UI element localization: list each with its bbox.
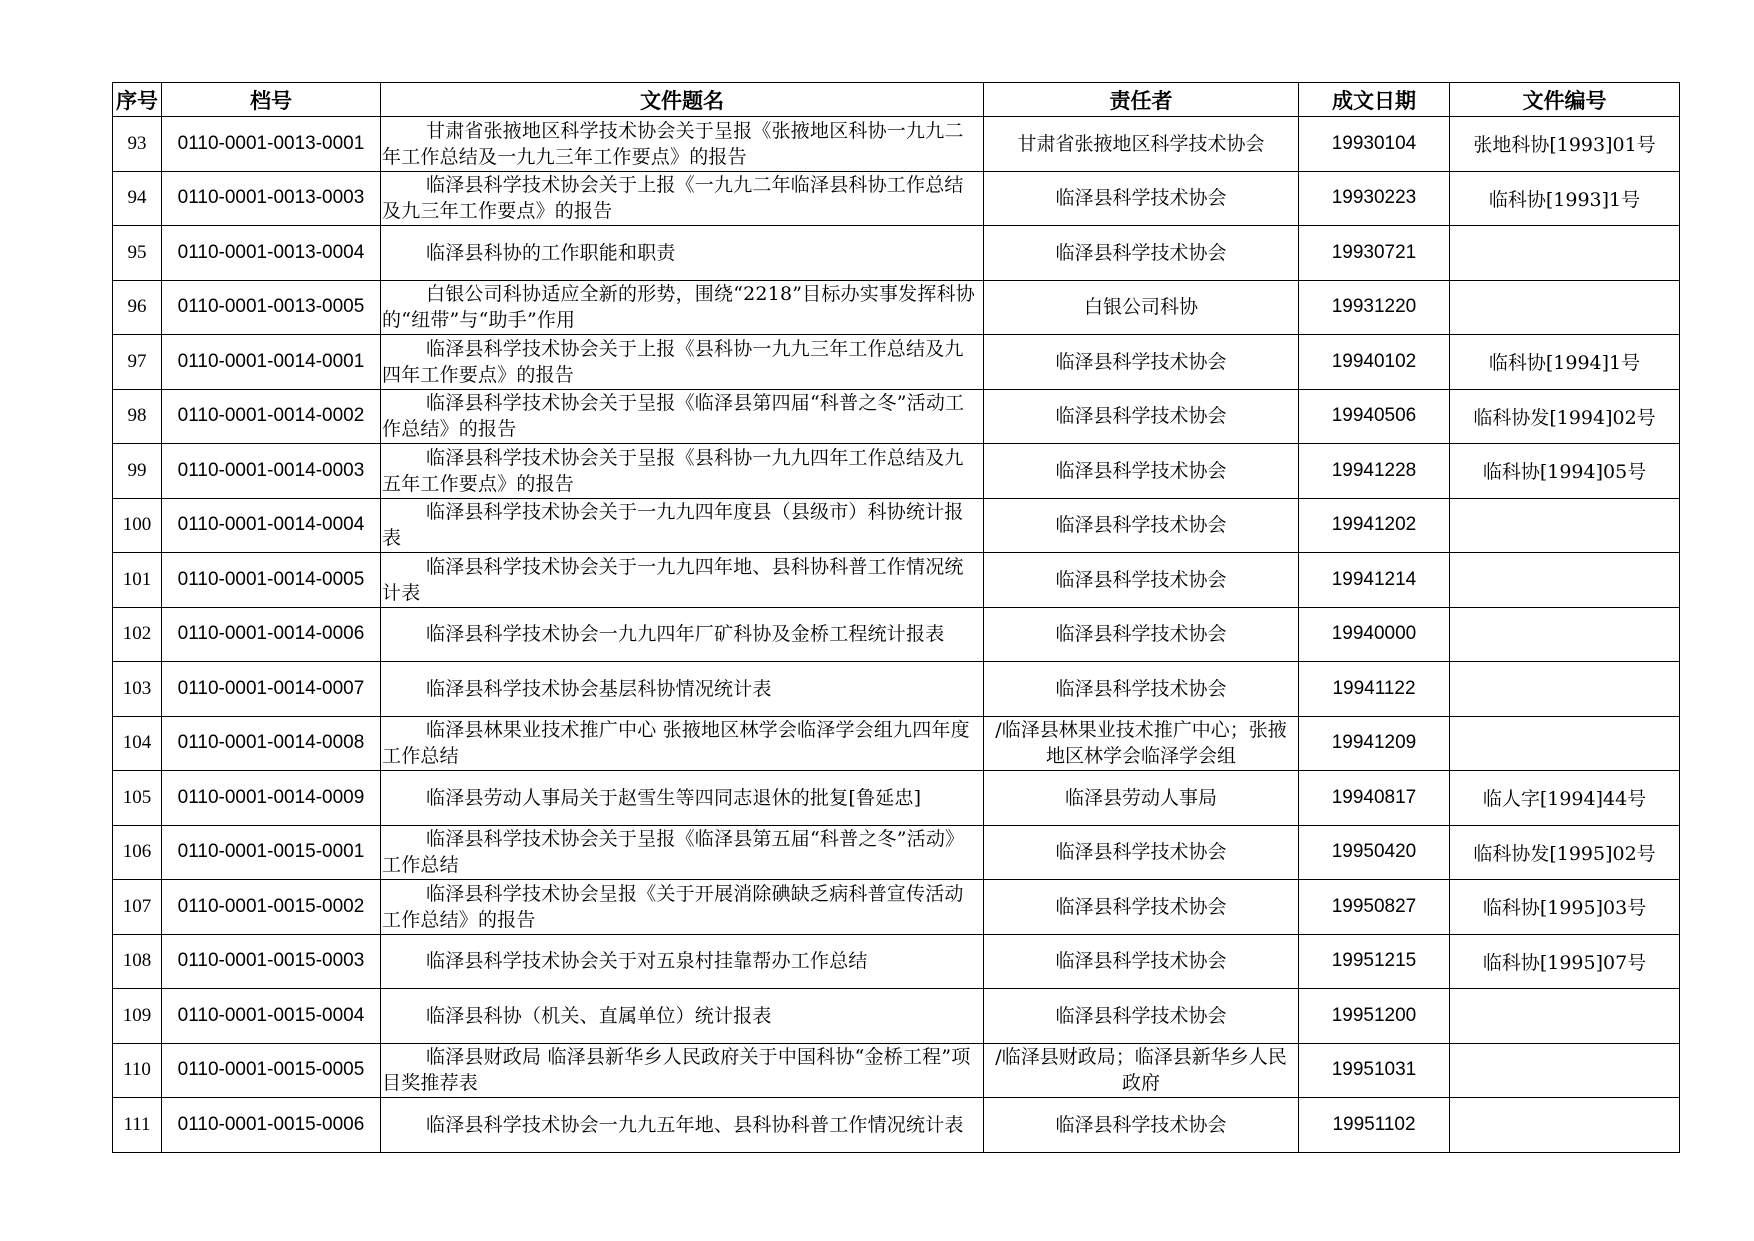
responsible-cell: /临泽县林果业技术推广中心；张掖地区林学会临泽学会组 [984, 716, 1299, 771]
date-cell: 19940000 [1299, 607, 1450, 662]
seq-cell: 102 [113, 607, 162, 662]
doc-no-cell: 临人字[1994]44号 [1450, 771, 1680, 826]
table-row [113, 662, 1680, 717]
header-doc-no: 文件编号 [1450, 83, 1680, 117]
title-cell [381, 335, 984, 390]
seq-cell: 111 [113, 1098, 162, 1153]
date-cell: 19941202 [1299, 498, 1450, 553]
archive-no-cell: 0110-0001-0015-0002 [162, 880, 381, 935]
table-row [113, 771, 1680, 826]
date-cell: 19951200 [1299, 989, 1450, 1044]
header-responsible: 责任者 [984, 83, 1299, 117]
date-cell: 19951102 [1299, 1098, 1450, 1153]
title-text: 临泽县科学技术协会关于呈报《县科协一九九四年工作总结及九五年工作要点》的报告 [382, 446, 964, 495]
title-text: 临泽县科学技术协会一九九四年厂矿科协及金桥工程统计报表 [426, 623, 945, 646]
title-text: 临泽县科学技术协会基层科协情况统计表 [426, 677, 772, 700]
table-row [113, 934, 1680, 989]
archive-no-cell: 0110-0001-0013-0005 [162, 280, 381, 335]
responsible-cell: 临泽县劳动人事局 [984, 771, 1299, 826]
responsible-cell: 临泽县科学技术协会 [984, 607, 1299, 662]
title-cell [381, 607, 984, 662]
seq-cell: 106 [113, 825, 162, 880]
doc-no-cell [1450, 226, 1680, 281]
table-row [113, 444, 1680, 499]
table-row [113, 171, 1680, 226]
responsible-cell: /临泽县财政局；临泽县新华乡人民政府 [984, 1043, 1299, 1098]
title-cell [381, 226, 984, 281]
title-text: 临泽县科学技术协会关于呈报《临泽县第五届“科普之冬”活动》工作总结 [382, 828, 965, 877]
table-row [113, 989, 1680, 1044]
archive-no-cell: 0110-0001-0015-0006 [162, 1098, 381, 1153]
doc-no-cell [1450, 607, 1680, 662]
seq-cell: 110 [113, 1043, 162, 1098]
date-cell: 19930223 [1299, 171, 1450, 226]
title-cell [381, 880, 984, 935]
archive-no-cell: 0110-0001-0014-0007 [162, 662, 381, 717]
table-row [113, 280, 1680, 335]
seq-cell: 95 [113, 226, 162, 281]
title-text: 临泽县林果业技术推广中心 张掖地区林学会临泽学会组九四年度工作总结 [382, 719, 970, 768]
date-cell: 19951215 [1299, 934, 1450, 989]
table-row [113, 117, 1680, 172]
header-title: 文件题名 [381, 83, 984, 117]
archive-no-cell: 0110-0001-0015-0001 [162, 825, 381, 880]
title-cell [381, 1098, 984, 1153]
title-cell [381, 117, 984, 172]
seq-cell: 94 [113, 171, 162, 226]
title-cell [381, 771, 984, 826]
title-cell [381, 662, 984, 717]
title-text: 临泽县科学技术协会关于对五泉村挂靠帮办工作总结 [426, 950, 868, 973]
title-text: 临泽县科学技术协会关于上报《县科协一九九三年工作总结及九四年工作要点》的报告 [382, 337, 964, 386]
archive-no-cell: 0110-0001-0014-0002 [162, 389, 381, 444]
title-cell [381, 553, 984, 608]
responsible-cell: 临泽县科学技术协会 [984, 444, 1299, 499]
title-text: 临泽县科学技术协会关于一九九四年度县（县级市）科协统计报表 [382, 501, 964, 550]
responsible-cell: 临泽县科学技术协会 [984, 171, 1299, 226]
doc-no-cell [1450, 1098, 1680, 1153]
header-seq: 序号 [113, 83, 162, 117]
doc-no-cell: 临科协[1994]1号 [1450, 335, 1680, 390]
header-archive-no: 档号 [162, 83, 381, 117]
doc-no-cell: 临科协[1993]1号 [1450, 171, 1680, 226]
title-cell [381, 498, 984, 553]
title-text: 临泽县科学技术协会一九九五年地、县科协科普工作情况统计表 [426, 1113, 964, 1136]
archive-no-cell: 0110-0001-0015-0004 [162, 989, 381, 1044]
seq-cell: 100 [113, 498, 162, 553]
responsible-cell: 临泽县科学技术协会 [984, 335, 1299, 390]
table-row [113, 498, 1680, 553]
archive-no-cell: 0110-0001-0013-0004 [162, 226, 381, 281]
title-text: 临泽县科学技术协会关于呈报《临泽县第四届“科普之冬”活动工作总结》的报告 [382, 392, 965, 441]
responsible-cell: 临泽县科学技术协会 [984, 498, 1299, 553]
seq-cell: 103 [113, 662, 162, 717]
date-cell: 19950420 [1299, 825, 1450, 880]
archive-no-cell: 0110-0001-0014-0008 [162, 716, 381, 771]
archive-no-cell: 0110-0001-0014-0001 [162, 335, 381, 390]
table-row [113, 226, 1680, 281]
table-row [113, 825, 1680, 880]
responsible-cell: 临泽县科学技术协会 [984, 934, 1299, 989]
title-cell [381, 934, 984, 989]
doc-no-cell: 临科协[1995]03号 [1450, 880, 1680, 935]
responsible-cell: 临泽县科学技术协会 [984, 1098, 1299, 1153]
title-text: 甘肃省张掖地区科学技术协会关于呈报《张掖地区科协一九九二年工作总结及一九九三年工作要点》的报告 [382, 119, 964, 168]
table-row [113, 1098, 1680, 1153]
table-row [113, 389, 1680, 444]
seq-cell: 98 [113, 389, 162, 444]
seq-cell: 93 [113, 117, 162, 172]
archive-no-cell: 0110-0001-0015-0005 [162, 1043, 381, 1098]
seq-cell: 104 [113, 716, 162, 771]
doc-no-cell: 临科协发[1995]02号 [1450, 825, 1680, 880]
title-text: 白银公司科协适应全新的形势，围绕“2218”目标办实事发挥科协的“纽带”与“助手”作用 [382, 283, 975, 332]
date-cell: 19940102 [1299, 335, 1450, 390]
title-text: 临泽县科协（机关、直属单位）统计报表 [426, 1004, 772, 1027]
responsible-cell: 临泽县科学技术协会 [984, 662, 1299, 717]
table-row [113, 880, 1680, 935]
responsible-cell: 临泽县科学技术协会 [984, 226, 1299, 281]
seq-cell: 96 [113, 280, 162, 335]
date-cell: 19951031 [1299, 1043, 1450, 1098]
seq-cell: 109 [113, 989, 162, 1044]
title-cell [381, 1043, 984, 1098]
seq-cell: 97 [113, 335, 162, 390]
date-cell: 19950827 [1299, 880, 1450, 935]
archive-catalog-table [112, 82, 1680, 1153]
seq-cell: 107 [113, 880, 162, 935]
title-cell [381, 716, 984, 771]
date-cell: 19930104 [1299, 117, 1450, 172]
title-text: 临泽县科学技术协会关于上报《一九九二年临泽县科协工作总结及九三年工作要点》的报告 [382, 174, 964, 223]
date-cell: 19940817 [1299, 771, 1450, 826]
responsible-cell: 临泽县科学技术协会 [984, 389, 1299, 444]
responsible-cell: 临泽县科学技术协会 [984, 825, 1299, 880]
title-cell [381, 444, 984, 499]
doc-no-cell [1450, 662, 1680, 717]
seq-cell: 101 [113, 553, 162, 608]
doc-no-cell: 张地科协[1993]01号 [1450, 117, 1680, 172]
doc-no-cell [1450, 553, 1680, 608]
title-text: 临泽县财政局 临泽县新华乡人民政府关于中国科协“金桥工程”项目奖推荐表 [382, 1046, 971, 1095]
title-cell [381, 989, 984, 1044]
responsible-cell: 临泽县科学技术协会 [984, 880, 1299, 935]
date-cell: 19941209 [1299, 716, 1450, 771]
date-cell: 19930721 [1299, 226, 1450, 281]
doc-no-cell [1450, 1043, 1680, 1098]
table-row [113, 335, 1680, 390]
seq-cell: 99 [113, 444, 162, 499]
title-text: 临泽县科学技术协会关于一九九四年地、县科协科普工作情况统计表 [382, 555, 964, 604]
archive-no-cell: 0110-0001-0014-0006 [162, 607, 381, 662]
responsible-cell: 临泽县科学技术协会 [984, 553, 1299, 608]
archive-no-cell: 0110-0001-0014-0004 [162, 498, 381, 553]
doc-no-cell [1450, 280, 1680, 335]
header-date: 成文日期 [1299, 83, 1450, 117]
date-cell: 19940506 [1299, 389, 1450, 444]
table-row [113, 716, 1680, 771]
seq-cell: 105 [113, 771, 162, 826]
responsible-cell: 白银公司科协 [984, 280, 1299, 335]
doc-no-cell: 临科协发[1994]02号 [1450, 389, 1680, 444]
archive-no-cell: 0110-0001-0014-0003 [162, 444, 381, 499]
archive-no-cell: 0110-0001-0014-0005 [162, 553, 381, 608]
date-cell: 19941228 [1299, 444, 1450, 499]
archive-no-cell: 0110-0001-0015-0003 [162, 934, 381, 989]
archive-no-cell: 0110-0001-0013-0001 [162, 117, 381, 172]
title-cell [381, 280, 984, 335]
title-text: 临泽县劳动人事局关于赵雪生等四同志退休的批复[鲁延忠] [426, 786, 922, 809]
archive-no-cell: 0110-0001-0013-0003 [162, 171, 381, 226]
title-cell [381, 171, 984, 226]
title-cell [381, 389, 984, 444]
doc-no-cell: 临科协[1994]05号 [1450, 444, 1680, 499]
seq-cell: 108 [113, 934, 162, 989]
date-cell: 19931220 [1299, 280, 1450, 335]
doc-no-cell [1450, 716, 1680, 771]
header-row [113, 83, 1680, 117]
archive-no-cell: 0110-0001-0014-0009 [162, 771, 381, 826]
title-text: 临泽县科协的工作职能和职责 [426, 241, 676, 264]
date-cell: 19941122 [1299, 662, 1450, 717]
table-row [113, 1043, 1680, 1098]
doc-no-cell: 临科协[1995]07号 [1450, 934, 1680, 989]
doc-no-cell [1450, 498, 1680, 553]
table-row [113, 553, 1680, 608]
title-text: 临泽县科学技术协会呈报《关于开展消除碘缺乏病科普宣传活动工作总结》的报告 [382, 882, 964, 931]
title-cell [381, 825, 984, 880]
doc-no-cell [1450, 989, 1680, 1044]
date-cell: 19941214 [1299, 553, 1450, 608]
responsible-cell: 临泽县科学技术协会 [984, 989, 1299, 1044]
table-row [113, 607, 1680, 662]
responsible-cell: 甘肃省张掖地区科学技术协会 [984, 117, 1299, 172]
